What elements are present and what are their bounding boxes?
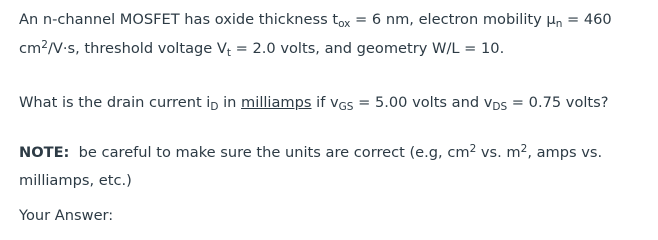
q-text: = 0.75 volts? bbox=[507, 94, 609, 111]
q-sub: ox bbox=[338, 18, 351, 30]
question-line-3 bbox=[19, 94, 609, 112]
q-sub: n bbox=[555, 18, 563, 30]
question-line-1 bbox=[19, 11, 612, 29]
note-text: milliamps, etc.) bbox=[19, 172, 132, 189]
q-text: An n-channel MOSFET has oxide thickness t bbox=[19, 11, 339, 28]
note-text: vs. m bbox=[476, 144, 521, 161]
q-text: = 5.00 volts and v bbox=[353, 94, 493, 111]
q-sup: 2 bbox=[41, 39, 48, 51]
q-sub: t bbox=[226, 47, 231, 59]
q-text: in bbox=[218, 94, 242, 111]
q-text: /V·s, threshold voltage V bbox=[47, 40, 227, 57]
note-text: , amps vs. bbox=[527, 144, 603, 161]
question-line-2 bbox=[19, 40, 504, 58]
answer-label bbox=[19, 207, 113, 225]
note-label: NOTE: bbox=[19, 144, 70, 161]
note-sup: 2 bbox=[469, 143, 477, 155]
q-text: = 2.0 volts, and geometry W/L = 10. bbox=[231, 40, 505, 57]
q-sub: D bbox=[210, 101, 219, 113]
note-line-1 bbox=[19, 144, 602, 162]
q-text: = 6 nm, electron mobility μ bbox=[350, 11, 556, 28]
note-text: be careful to make sure the units are correct (e.g, cm bbox=[69, 144, 470, 161]
q-sub: DS bbox=[492, 101, 508, 113]
note-line-2 bbox=[19, 172, 132, 190]
q-text: = 460 bbox=[562, 11, 612, 28]
q-text: cm bbox=[19, 40, 42, 57]
q-text: What is the drain current i bbox=[19, 94, 211, 111]
q-text: if v bbox=[311, 94, 339, 111]
note-sup: 2 bbox=[520, 143, 528, 155]
q-sub: GS bbox=[338, 101, 354, 113]
answer-label-text: Your Answer: bbox=[19, 207, 114, 224]
units-emphasis: milliamps bbox=[241, 94, 312, 111]
